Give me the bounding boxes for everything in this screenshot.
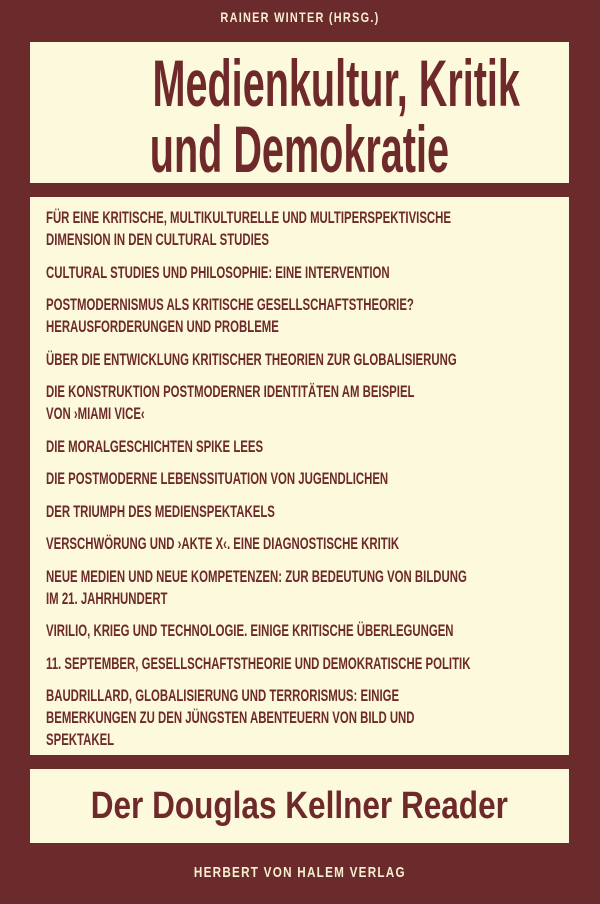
contents-item: BAUDRILLARD, GLOBALISIERUNG UND TERRORISMUS: EINIGE BEMERKUNGEN ZU DEN JÜNGSTEN ABENTEUERN VON BILD UND SPEKTAKEL bbox=[46, 686, 415, 749]
contents-item: DIE KONSTRUKTION POSTMODERNER IDENTITÄTEN AM BEISPIEL VON ›MIAMI VICE‹ bbox=[46, 382, 415, 423]
editor-credit bbox=[0, 9, 600, 25]
contents-item: CULTURAL STUDIES UND PHILOSOPHIE: EINE INTERVENTION bbox=[46, 262, 390, 282]
contents-item: 11. SEPTEMBER, GESELLSCHAFTSTHEORIE UND DEMOKRATISCHE POLITIK bbox=[46, 653, 471, 673]
contents-item: VERSCHWÖRUNG UND ›AKTE X‹. EINE DIAGNOSTISCHE KRITIK bbox=[46, 534, 400, 553]
title-text-1: Medienkultur, Kritik bbox=[152, 46, 520, 120]
subtitle-panel bbox=[30, 769, 569, 843]
editor-text: RAINER WINTER (HRSG.) bbox=[220, 9, 380, 25]
contents-item: DIE POSTMODERNE LEBENSSITUATION VON JUGENDLICHEN bbox=[46, 469, 389, 488]
book-title-line-2 bbox=[30, 112, 569, 186]
contents-item: NEUE MEDIEN UND NEUE KOMPETENZEN: ZUR BEDEUTUNG VON BILDUNG IM 21. JAHRHUNDERT bbox=[46, 566, 467, 608]
title-text-2: und Demokratie bbox=[149, 112, 450, 186]
contents-item: ÜBER DIE ENTWICKLUNG KRITISCHER THEORIEN ZUR GLOBALISIERUNG bbox=[46, 349, 457, 369]
publisher-name bbox=[0, 864, 600, 881]
publisher-text: HERBERT VON HALEM VERLAG bbox=[194, 864, 406, 881]
contents-item: VIRILIO, KRIEG UND TECHNOLOGIE. EINIGE KRITISCHE ÜBERLEGUNGEN bbox=[46, 621, 454, 640]
contents-item: DER TRIUMPH DES MEDIENSPEKTAKELS bbox=[46, 501, 275, 521]
book-subtitle bbox=[30, 769, 569, 843]
title-panel bbox=[30, 42, 569, 186]
contents-item: FÜR EINE KRITISCHE, MULTIKULTURELLE UND MULTIPERSPEKTIVISCHE DIMENSION IN DEN CULTURAL STUDIES bbox=[46, 208, 451, 249]
book-title-line-1 bbox=[30, 46, 569, 120]
contents-list bbox=[46, 207, 600, 762]
contents-item: DIE MORALGESCHICHTEN SPIKE LEES bbox=[46, 436, 264, 456]
subtitle-text: Der Douglas Kellner Reader bbox=[90, 785, 509, 827]
contents-panel bbox=[30, 197, 569, 755]
contents-item: POSTMODERNISMUS ALS KRITISCHE GESELLSCHAFTSTHEORIE? HERAUSFORDERUNGEN UND PROBLEME bbox=[46, 295, 414, 336]
